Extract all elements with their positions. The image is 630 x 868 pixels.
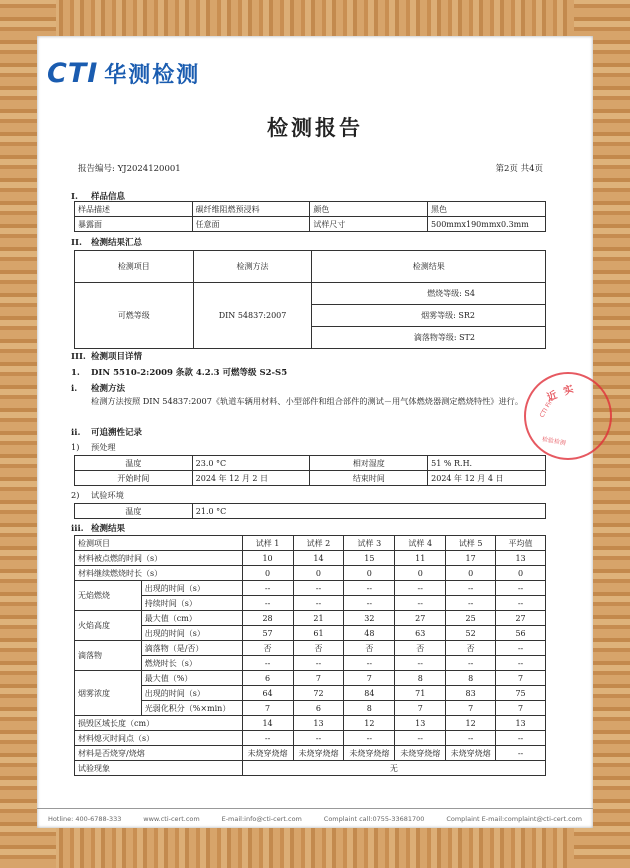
- table-row: 燃烧时长（s） -- -- -- -- -- --: [75, 656, 546, 671]
- pretreatment-table: 温度 23.0 °C 相对湿度 51 % R.H. 开始时间 2024 年 12 月 2 日 结束时间 2024 年 12 月 4 日: [74, 455, 546, 486]
- table-row: 材料继续燃烧时长（s） 0 0 0 0 0 0: [75, 566, 546, 581]
- official-stamp: 近 实 CTI Fire 检验检测: [524, 372, 612, 460]
- environment-table: 温度 21.0 °C: [74, 503, 546, 519]
- report-page: [37, 36, 593, 828]
- table-row: 滴落物 滴落物（是/否） 否 否 否 否 否 --: [75, 641, 546, 656]
- footer-hotline: Hotline: 400-6788-333: [47, 814, 122, 823]
- table-row: 火焰高度 最大值（cm） 28 21 32 27 25 27: [75, 611, 546, 626]
- sample-info-table: [74, 201, 546, 232]
- method-text: 检测方法按照 DIN 54837:2007《轨道车辆用材料、小型部件和组合部件的测试－用气体燃烧器测定燃烧特性》进行。: [91, 396, 524, 406]
- section-2-heading: II. 检测结果汇总: [71, 238, 143, 248]
- report-number: 报告编号: YJ2024120001: [78, 164, 181, 174]
- table-row: 光弱化积分（%×min） 7 6 8 7 7 7: [75, 701, 546, 716]
- table-row: 出现的时间（s） 57 61 48 63 52 56: [75, 626, 546, 641]
- section-3-heading: III. 检测项目详情: [71, 352, 143, 362]
- page-info: 第2页 共4页: [495, 164, 543, 174]
- footer-email: E-mail:info@cti-cert.com: [221, 814, 302, 823]
- table-row: 损毁区域长度（cm） 14 13 12 13 12 13: [75, 716, 546, 731]
- table-row: 材料是否烧穿/烧熔 未烧穿烧熔 未烧穿烧熔 未烧穿烧熔 未烧穿烧熔 未烧穿烧熔 --: [75, 746, 546, 761]
- table-row: 试验现象 无: [75, 761, 546, 776]
- method-heading: i. 检测方法: [71, 384, 126, 394]
- table-row: 材料熄灭时间点（s） -- -- -- -- -- --: [75, 731, 546, 746]
- footer-complaint: Complaint call:0755-33681700: [323, 814, 425, 823]
- section-1-heading: I. 样品信息: [71, 192, 126, 202]
- table-row: 无焰燃烧 出现的时间（s） -- -- -- -- -- --: [75, 581, 546, 596]
- page-title: 检测报告: [267, 115, 363, 140]
- summary-table: 检测项目 检测方法 检测结果 可燃等级 DIN 54837:2007 燃烧等级: S4 烟雾等级: SR2 滴落物等级: ST2: [74, 250, 546, 349]
- table-row: 持续时间（s） -- -- -- -- -- --: [75, 596, 546, 611]
- table-row: 烟雾浓度 最大值（%） 6 7 7 8 8 7: [75, 671, 546, 686]
- cti-logo: [47, 58, 200, 89]
- table-row: 出现的时间（s） 64 72 84 71 83 75: [75, 686, 546, 701]
- results-table: [74, 535, 546, 776]
- environment-label: 2) 试验环境: [71, 490, 124, 500]
- logo-cn: 华测检测: [104, 63, 201, 88]
- results-heading: iii. 检测结果: [71, 524, 126, 534]
- table-row: 暴露面 任意面 试样尺寸 500mmx190mmx0.3mm: [75, 217, 546, 232]
- footer: [37, 808, 593, 828]
- footer-complaint-email: Complaint E-mail:complaint@cti-cert.com: [446, 814, 582, 823]
- table-row: 样品描述 碳纤维阻燃预浸料 颜色 黑色: [75, 202, 546, 217]
- logo-en: CTI: [47, 58, 99, 89]
- footer-web: www.cti-cert.com: [143, 814, 200, 823]
- pretreatment-label: 1) 预处理: [71, 442, 116, 452]
- table-row: 检测项目 试样 1 试样 2 试样 3 试样 4 试样 5 平均值: [75, 536, 546, 551]
- subsection-1-heading: 1. DIN 5510-2:2009 条款 4.2.3 可燃等级 S2-S5: [71, 368, 288, 378]
- traceability-heading: ii. 可追溯性记录: [71, 428, 143, 438]
- table-row: 材料被点燃的时间（s） 10 14 15 11 17 13: [75, 551, 546, 566]
